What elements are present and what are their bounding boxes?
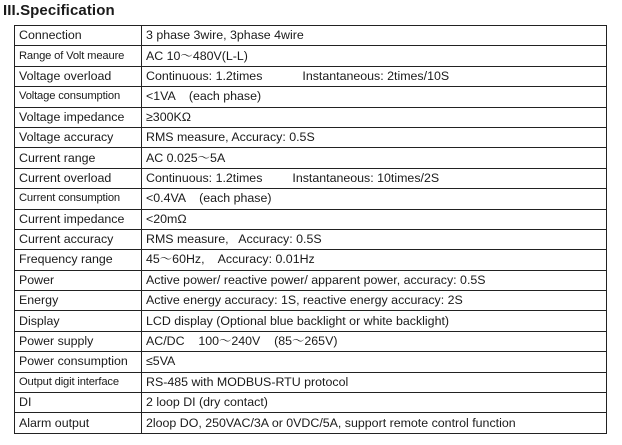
spec-value-text: <0.4VA (each phase) [146, 191, 272, 206]
spec-value-text: AC 10～480V(L-L) [146, 48, 248, 63]
spec-value [142, 291, 607, 311]
spec-row [15, 66, 607, 86]
spec-row [15, 413, 607, 433]
spec-value-text: Continuous: 1.2times [146, 68, 263, 83]
spec-row [15, 148, 607, 168]
spec-row [15, 393, 607, 413]
spec-value-text: ≤5VA [146, 354, 176, 369]
spec-row [15, 168, 607, 188]
spec-row [15, 229, 607, 249]
spec-value [142, 372, 607, 392]
spec-row [15, 26, 607, 46]
spec-value [142, 107, 607, 127]
spec-row [15, 331, 607, 351]
spec-value-text: Active energy accuracy: 1S, reactive energy accuracy: 2S [146, 293, 463, 308]
spec-value [142, 46, 607, 66]
spec-value-text: AC 0.025～5A [146, 150, 226, 165]
spec-value [142, 209, 607, 229]
spec-name: DI [15, 393, 142, 413]
spec-name: Current overload [15, 168, 142, 188]
specification-table [14, 25, 607, 434]
spec-value-text: <1VA (each phase) [146, 89, 262, 104]
spec-name: Energy [15, 291, 142, 311]
spec-name: Voltage consumption [15, 87, 142, 107]
spec-name: Alarm output [15, 413, 142, 433]
spec-row [15, 291, 607, 311]
spec-value [142, 26, 607, 46]
spec-value [142, 352, 607, 372]
spec-value-text: 3 phase 3wire, 3phase 4wire [146, 28, 304, 43]
spec-name: Current consumption [15, 189, 142, 209]
specification-table-body [15, 26, 607, 434]
spec-name: Current range [15, 148, 142, 168]
spec-name: Voltage overload [15, 66, 142, 86]
spec-value-text: 2loop DO, 250VAC/3A or 0VDC/5A, support remote control function [146, 415, 516, 430]
spec-value [142, 311, 607, 331]
spec-row [15, 46, 607, 66]
spec-value-text: Continuous: 1.2times [146, 170, 263, 185]
spec-row [15, 352, 607, 372]
spec-row [15, 87, 607, 107]
spec-value-text: ≥300KΩ [146, 109, 192, 124]
spec-value [142, 127, 607, 147]
spec-value-text: Active power/ reactive power/ apparent power, accuracy: 0.5S [146, 272, 486, 287]
spec-name: Power supply [15, 331, 142, 351]
spec-value-secondary-text: Instantaneous: 2times/10S [302, 68, 450, 83]
spec-value-text: RMS measure, Accuracy: 0.5S [146, 232, 322, 247]
spec-row [15, 189, 607, 209]
spec-value [142, 393, 607, 413]
spec-row [15, 250, 607, 270]
spec-row [15, 107, 607, 127]
spec-row [15, 127, 607, 147]
spec-value [142, 250, 607, 270]
spec-value [142, 270, 607, 290]
spec-value [142, 168, 607, 188]
spec-name: Range of Volt meaure [15, 46, 142, 66]
spec-value [142, 87, 607, 107]
spec-value-text: AC/DC 100～240V (85～265V) [146, 334, 338, 349]
spec-value [142, 331, 607, 351]
spec-name: Current impedance [15, 209, 142, 229]
spec-value [142, 189, 607, 209]
spec-value-text: <20mΩ [146, 211, 187, 226]
spec-value-text: 45～60Hz, Accuracy: 0.01Hz [146, 252, 315, 267]
spec-value [142, 66, 607, 86]
spec-value-text: LCD display (Optional blue backlight or white backlight) [146, 313, 450, 328]
spec-row [15, 311, 607, 331]
spec-name: Voltage accuracy [15, 127, 142, 147]
spec-name: Display [15, 311, 142, 331]
spec-name: Connection [15, 26, 142, 46]
spec-value [142, 413, 607, 433]
spec-row [15, 209, 607, 229]
spec-name: Frequency range [15, 250, 142, 270]
spec-row [15, 372, 607, 392]
spec-name: Power [15, 270, 142, 290]
spec-value [142, 229, 607, 249]
spec-value-secondary-text: Instantaneous: 10times/2S [292, 170, 440, 185]
page-title: III.Specification [3, 2, 115, 19]
spec-value-text: 2 loop DI (dry contact) [146, 395, 268, 410]
spec-value-text: RS-485 with MODBUS-RTU protocol [146, 374, 349, 389]
spec-name: Voltage impedance [15, 107, 142, 127]
spec-value [142, 148, 607, 168]
spec-name: Current accuracy [15, 229, 142, 249]
spec-row [15, 270, 607, 290]
spec-value-text: RMS measure, Accuracy: 0.5S [146, 130, 315, 145]
spec-name: Power consumption [15, 352, 142, 372]
spec-name: Output digit interface [15, 372, 142, 392]
